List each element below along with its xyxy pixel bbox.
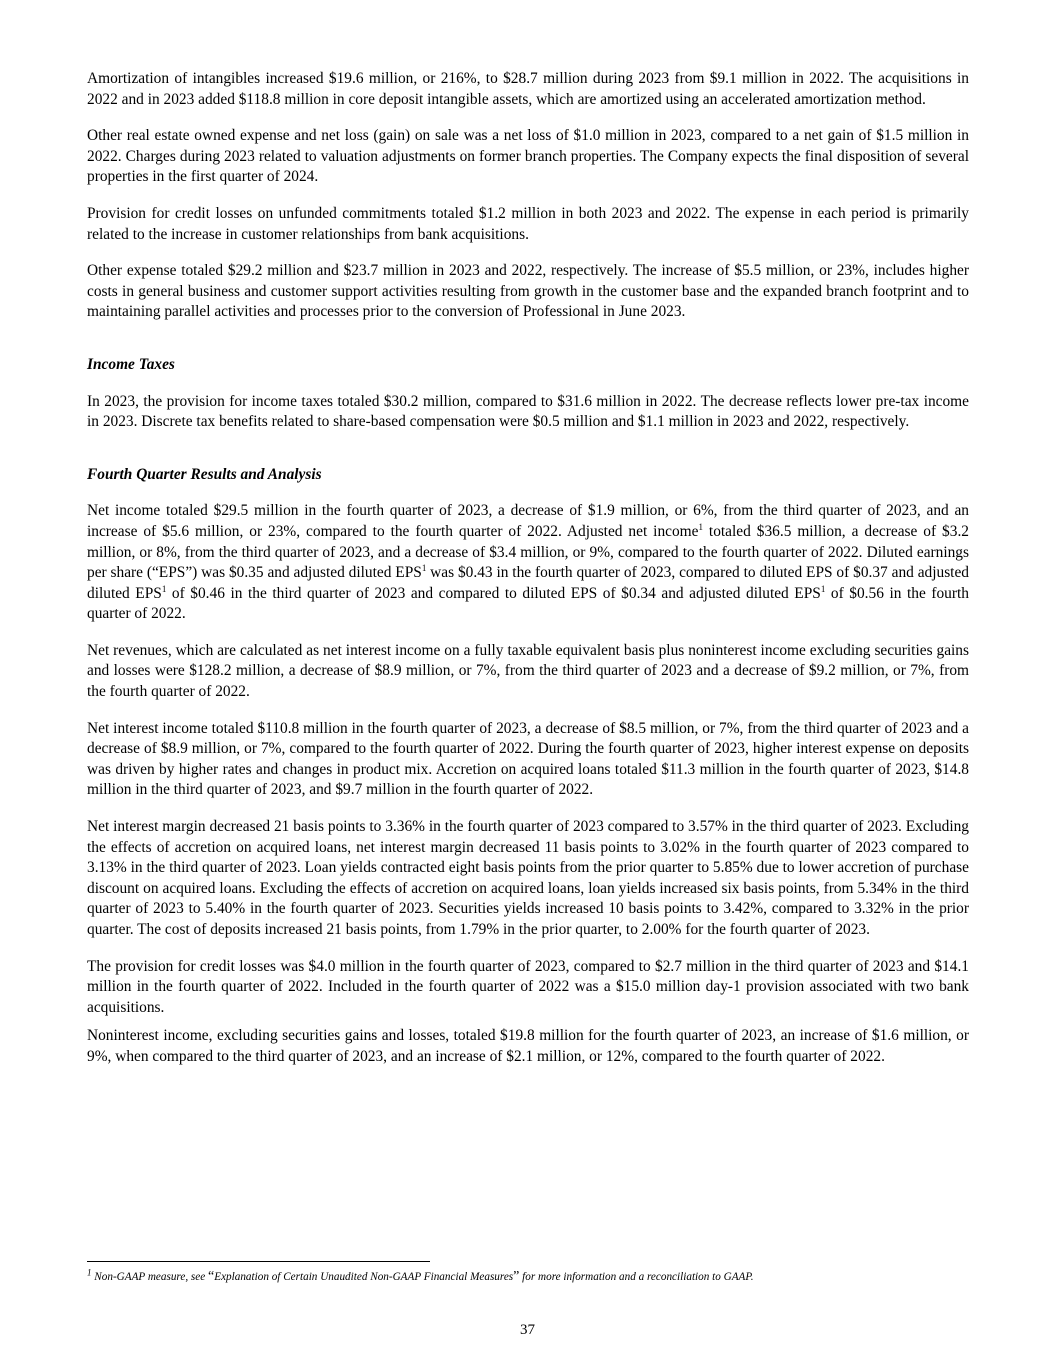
paragraph-noninterest-income: Noninterest income, excluding securities gains and losses, totaled $19.8 million for the fourth quarter of 2023, an increase of $1.6 million, or 9%, when compared to the third quarter of 2023, and an increase of $2.1 million, or 12%, compared to the fourth quarter of 2022.: [87, 1027, 969, 1065]
net-income-text-4: of $0.46 in the third quarter of 2023 and compared to diluted EPS of $0.34 and adjusted diluted EPS: [166, 584, 821, 602]
net-income-text-1: Net income totaled $29.5 million in the fourth quarter of 2023, a decrease of $1.9 million, or 6%, from the third quarter of 2023, and an increase of $5.6 million, or 23%, compared to the fourth quarter of 2022. Adjusted net income: [87, 502, 969, 540]
heading-income-taxes: Income Taxes: [87, 355, 175, 373]
paragraph-other-real-estate: Other real estate owned expense and net loss (gain) on sale was a net loss of $1.0 million in 2023, compared to a net gain of $1.5 million in 2022. Charges during 2023 related to valuation adjustments on former branch properties. The Company expects the final disposition of several properties in the first quarter of 2024.: [87, 127, 969, 186]
net-income-text-5: of $0.56 in the fourth quarter of 2022.: [87, 584, 969, 623]
paragraph-amortization: Amortization of intangibles increased $19.6 million, or 216%, to $28.7 million during 2023 from $9.1 million in 2022. The acquisitions in 2022 and in 2023 added $118.8 million in core deposit intangible assets, which are amortized using an accelerated amortization method.: [87, 70, 969, 108]
footnote-divider: [87, 1261, 430, 1262]
paragraph-income-taxes: In 2023, the provision for income taxes totaled $30.2 million, compared to $31.6 million in 2022. The decrease reflects lower pre-tax income in 2023. Discrete tax benefits related to share-based compensation were $0.5 million and $1.1 million in 2023 and 2022, respectively.: [87, 392, 969, 431]
footnote-text-after: for more information and a reconciliation to GAAP.: [519, 1271, 754, 1283]
footnote-marker: 1: [421, 562, 427, 573]
paragraph-other-expense: Other expense totaled $29.2 million and $23.7 million in 2023 and 2022, respectively. The increase of $5.5 million, or 23%, includes higher costs in general business and customer support activities resulting from growth in the customer base and the expanded branch footprint and to maintaining parallel activities and processes prior to the conversion of Professional in June 2023.: [87, 262, 969, 321]
footnote-close-quote: ”: [513, 1269, 520, 1284]
footnote-marker: 1: [161, 583, 167, 594]
paragraph-net-interest-income: Net interest income totaled $110.8 million in the fourth quarter of 2023, a decrease of $8.5 million, or 7%, from the third quarter of 2023 and a decrease of $8.9 million, or 7%, compared to the fourth quarter of 2022. During the fourth quarter of 2023, higher interest expense on deposits was driven by higher rates and changes in product mix. Accretion on acquired loans totaled $11.3 million in the fourth quarter of 2023, $14.8 million in the third quarter of 2023, and $9.7 million in the fourth quarter of 2022.: [87, 719, 969, 799]
footnote: [87, 1268, 967, 1286]
net-income-text-2: totaled $36.5 million, a decrease of $3.2 million, or 8%, from the third quarter of 2023, and a decrease of $3.4 million, or 9%, compared to the fourth quarter of 2022. Diluted earnings per share (“EPS”) was $0.35 and adjusted diluted EPS: [87, 522, 969, 582]
footnote-marker: 1: [820, 583, 826, 594]
document-body: [87, 69, 969, 1084]
paragraph-net-interest-margin: Net interest margin decreased 21 basis points to 3.36% in the fourth quarter of 2023 compared to 3.57% in the third quarter of 2023. Excluding the effects of accretion on acquired loans, net interest margin decreased 11 basis points to 3.02% in the fourth quarter of 2023 compared to 3.13% in the third quarter of 2023. Loan yields contracted eight basis points from the prior quarter to 5.85% due to lower accretion of purchase discount on acquired loans. Excluding the effects of accretion on acquired loans, loan yields increased six basis points, from 5.34% in the third quarter of 2023 to 5.40% in the fourth quarter of 2023. Securities yields increased 10 basis points to 3.42%, compared to 3.32% in the prior quarter. The cost of deposits increased 21 basis points, from 1.79% in the prior quarter, to 2.00% for the fourth quarter of 2023.: [87, 818, 969, 938]
paragraph-net-revenues: Net revenues, which are calculated as net interest income on a fully taxable equivalent basis plus noninterest income excluding securities gains and losses were $128.2 million, a decrease of $8.9 million, or 7%, from the third quarter of 2023 and a decrease of $9.2 million, or 7%, from the fourth quarter of 2022.: [87, 641, 969, 701]
footnote-number: 1: [87, 1267, 92, 1278]
footnote-reference-title: Explanation of Certain Unaudited Non-GAAP Financial Measures: [214, 1271, 514, 1283]
footnote-marker: 1: [698, 521, 703, 532]
net-income-text-3: was $0.43 in the fourth quarter of 2023, compared to diluted EPS of $0.37 and adjusted diluted EPS: [87, 564, 969, 602]
paragraph-provision-credit-losses: The provision for credit losses was $4.0 million in the fourth quarter of 2023, compared to $2.7 million in the third quarter of 2023 and $14.1 million in the fourth quarter of 2022. Included in the fourth quarter of 2022 was a $15.0 million day-1 provision associated with two bank acquisitions.: [87, 957, 969, 1016]
paragraph-unfunded-commitments: Provision for credit losses on unfunded commitments totaled $1.2 million in both 2023 and 2022. The expense in each period is primarily related to the increase in customer relationships from bank acquisitions.: [87, 204, 969, 243]
footnote-open-quote: “: [208, 1269, 215, 1284]
footnote-text-before: Non-GAAP measure, see: [91, 1271, 209, 1283]
paragraph-net-income: [87, 501, 969, 625]
heading-fourth-quarter: Fourth Quarter Results and Analysis: [87, 465, 322, 483]
page-number: 37: [520, 1322, 535, 1338]
